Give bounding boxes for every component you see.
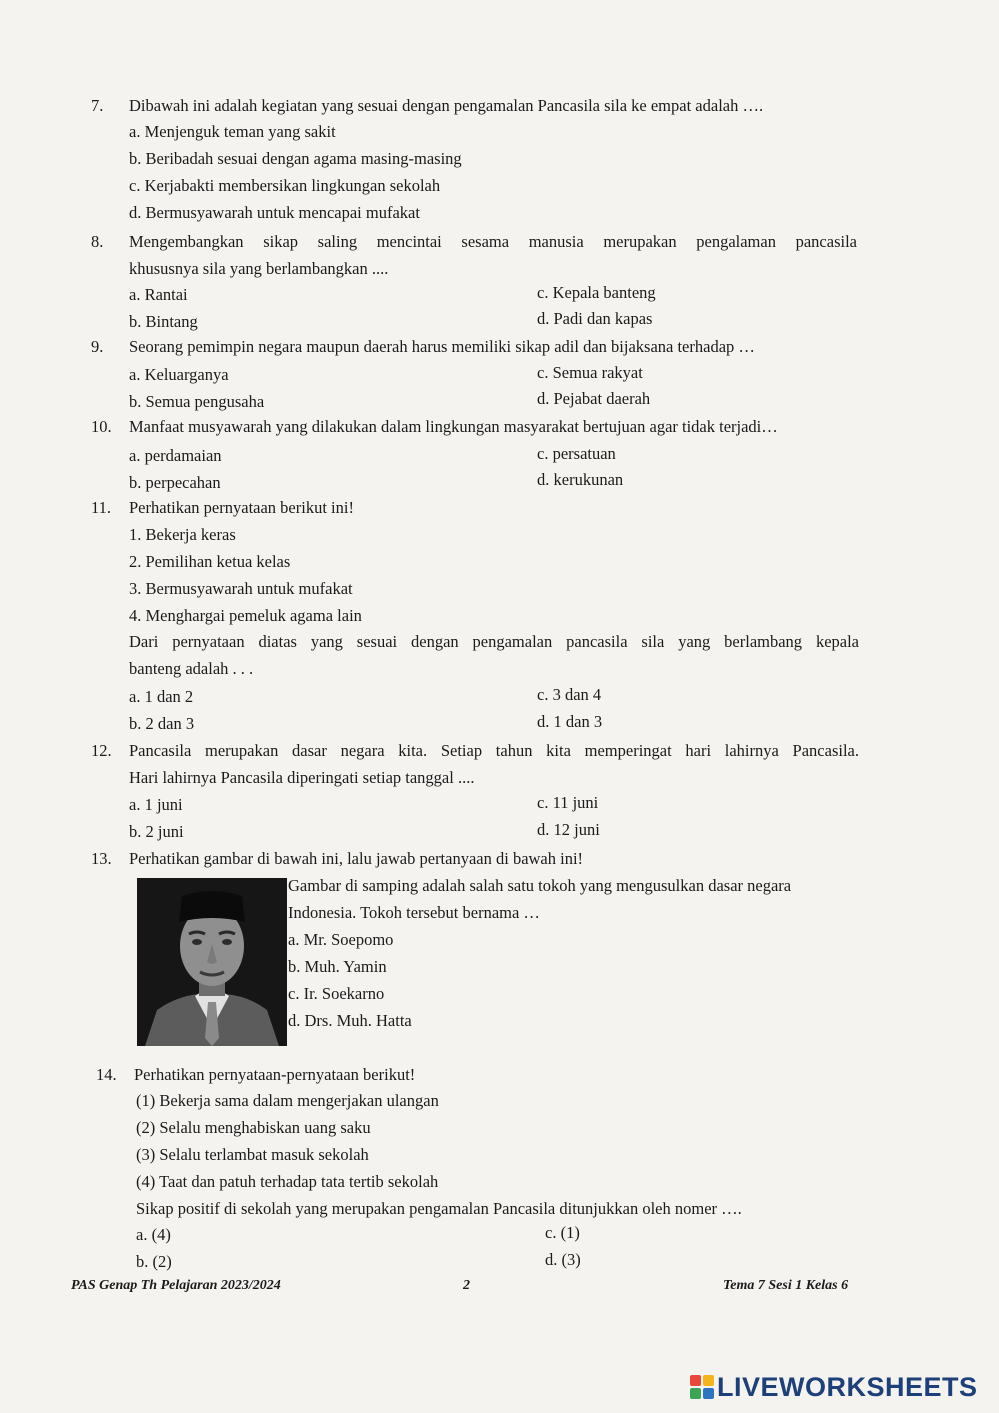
option-12b[interactable]: b. 2 juni bbox=[129, 822, 184, 841]
question-text: Perhatikan gambar di bawah ini, lalu jawab pertanyaan di bawah ini! bbox=[129, 849, 584, 868]
question-text-line1: Mengembangkan sikap saling mencintai sesama manusia merupakan pengalaman pancasila bbox=[129, 232, 857, 251]
question-number: 9. bbox=[91, 337, 104, 356]
statement-11-4: 4. Menghargai pemeluk agama lain bbox=[129, 606, 362, 625]
option-12a[interactable]: a. 1 juni bbox=[129, 795, 183, 814]
option-8a[interactable]: a. Rantai bbox=[129, 285, 188, 304]
option-14d[interactable]: d. (3) bbox=[545, 1250, 581, 1269]
question-7 bbox=[91, 93, 871, 119]
option-9a[interactable]: a. Keluarganya bbox=[129, 365, 229, 384]
option-10d[interactable]: d. kerukunan bbox=[537, 470, 624, 489]
question-number: 10. bbox=[91, 417, 112, 436]
question-12 bbox=[91, 738, 871, 792]
option-13b[interactable]: b. Muh. Yamin bbox=[288, 957, 387, 976]
statement-11-1: 1. Bekerja keras bbox=[129, 525, 236, 544]
option-11c[interactable]: c. 3 dan 4 bbox=[537, 685, 602, 704]
question-13-desc-line2: Indonesia. Tokoh tersebut bernama … bbox=[288, 903, 540, 922]
option-13a[interactable]: a. Mr. Soepomo bbox=[288, 930, 394, 949]
liveworksheets-brand bbox=[690, 1372, 978, 1403]
option-8c[interactable]: c. Kepala banteng bbox=[537, 283, 656, 302]
option-10b[interactable]: b. perpecahan bbox=[129, 473, 221, 492]
option-7d[interactable]: d. Bermusyawarah untuk mencapai mufakat bbox=[129, 203, 420, 222]
option-12c[interactable]: c. 11 juni bbox=[537, 793, 599, 812]
statement-11-3: 3. Bermusyawarah untuk mufakat bbox=[129, 579, 353, 598]
footer-theme-info: Tema 7 Sesi 1 Kelas 6 bbox=[723, 1278, 849, 1293]
statement-14-4: (4) Taat dan patuh terhadap tata tertib sekolah bbox=[136, 1172, 439, 1191]
option-10c[interactable]: c. persatuan bbox=[537, 444, 616, 463]
question-number: 12. bbox=[91, 741, 112, 760]
question-text: Seorang pemimpin negara maupun daerah harus memiliki sikap adil dan bijaksana terhadap … bbox=[129, 337, 755, 356]
option-13d[interactable]: d. Drs. Muh. Hatta bbox=[288, 1011, 412, 1030]
option-11b[interactable]: b. 2 dan 3 bbox=[129, 714, 195, 733]
question-14 bbox=[96, 1062, 876, 1088]
option-10a[interactable]: a. perdamaian bbox=[129, 446, 222, 465]
option-11a[interactable]: a. 1 dan 2 bbox=[129, 687, 194, 706]
question-text-line2: Hari lahirnya Pancasila diperingati setiap tanggal .... bbox=[129, 768, 475, 787]
option-9b[interactable]: b. Semua pengusaha bbox=[129, 392, 265, 411]
option-12d[interactable]: d. 12 juni bbox=[537, 820, 600, 839]
footer-page-number: 2 bbox=[463, 1278, 470, 1293]
question-text: Manfaat musyawarah yang dilakukan dalam lingkungan masyarakat bertujuan agar tidak terjadi… bbox=[129, 417, 778, 436]
question-number: 13. bbox=[91, 849, 112, 868]
option-7a[interactable]: a. Menjenguk teman yang sakit bbox=[129, 122, 336, 141]
question-text: Perhatikan pernyataan-pernyataan berikut! bbox=[134, 1065, 416, 1084]
question-text: Perhatikan pernyataan berikut ini! bbox=[129, 498, 354, 517]
statement-14-1: (1) Bekerja sama dalam mengerjakan ulangan bbox=[136, 1091, 439, 1110]
question-number: 14. bbox=[96, 1065, 117, 1084]
question-13 bbox=[91, 846, 871, 872]
option-8d[interactable]: d. Padi dan kapas bbox=[537, 309, 653, 328]
brand-text: LIVEWORKSHEETS bbox=[717, 1372, 978, 1402]
option-7b[interactable]: b. Beribadah sesuai dengan agama masing-masing bbox=[129, 149, 462, 168]
option-9d[interactable]: d. Pejabat daerah bbox=[537, 389, 651, 408]
question-11-followup-line2: banteng adalah . . . bbox=[129, 659, 254, 678]
footer-exam-info: PAS Genap Th Pelajaran 2023/2024 bbox=[71, 1278, 281, 1293]
question-number: 7. bbox=[91, 96, 104, 115]
statement-14-3: (3) Selalu terlambat masuk sekolah bbox=[136, 1145, 369, 1164]
question-text: Dibawah ini adalah kegiatan yang sesuai dengan pengamalan Pancasila sila ke empat adalah …. bbox=[129, 96, 764, 115]
option-14b[interactable]: b. (2) bbox=[136, 1252, 172, 1271]
statement-11-2: 2. Pemilihan ketua kelas bbox=[129, 552, 291, 571]
question-11-followup-line1: Dari pernyataan diatas yang sesuai dengan pengamalan pancasila sila yang berlambang kepala bbox=[129, 632, 859, 651]
question-13-desc-line1: Gambar di samping adalah salah satu tokoh yang mengusulkan dasar negara bbox=[288, 876, 792, 895]
question-10 bbox=[91, 414, 871, 440]
portrait-photo bbox=[137, 878, 287, 1046]
option-14a[interactable]: a. (4) bbox=[136, 1225, 171, 1244]
question-8 bbox=[91, 229, 861, 283]
option-8b[interactable]: b. Bintang bbox=[129, 312, 198, 331]
option-13c[interactable]: c. Ir. Soekarno bbox=[288, 984, 385, 1003]
question-text-line2: khususnya sila yang berlambangkan .... bbox=[129, 259, 389, 278]
option-9c[interactable]: c. Semua rakyat bbox=[537, 363, 643, 382]
question-9 bbox=[91, 334, 871, 360]
question-text-line1: Pancasila merupakan dasar negara kita. Setiap tahun kita memperingat hari lahirnya Pancasila. bbox=[129, 741, 859, 760]
question-number: 11. bbox=[91, 498, 112, 517]
question-number: 8. bbox=[91, 232, 104, 251]
liveworksheets-logo-icon bbox=[690, 1375, 714, 1399]
option-11d[interactable]: d. 1 dan 3 bbox=[537, 712, 603, 731]
option-14c[interactable]: c. (1) bbox=[545, 1223, 580, 1242]
statement-14-2: (2) Selalu menghabiskan uang saku bbox=[136, 1118, 371, 1137]
question-11 bbox=[91, 495, 871, 521]
question-14-followup: Sikap positif di sekolah yang merupakan pengamalan Pancasila ditunjukkan oleh nomer …. bbox=[136, 1199, 742, 1218]
option-7c[interactable]: c. Kerjabakti membersikan lingkungan sekolah bbox=[129, 176, 441, 195]
